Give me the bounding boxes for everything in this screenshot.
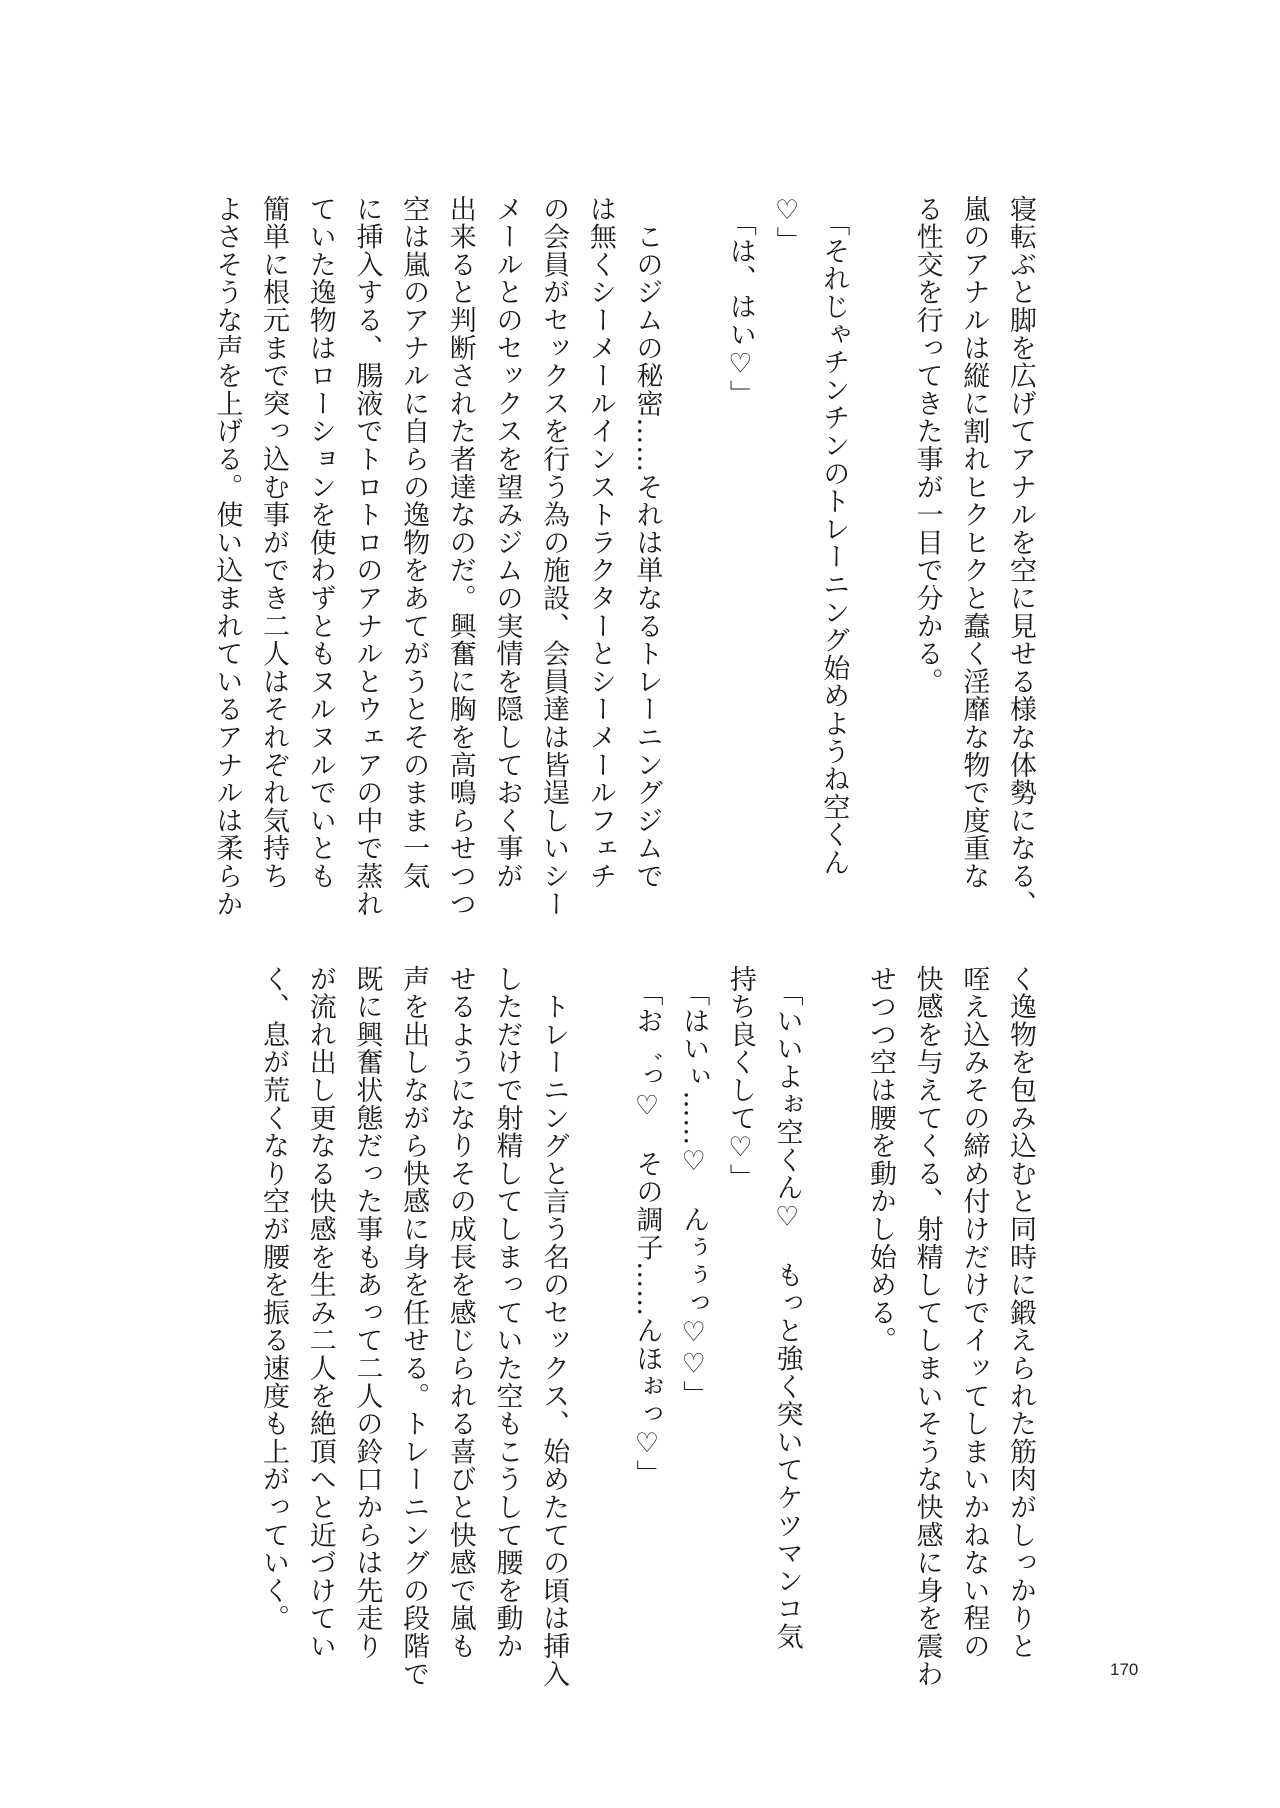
text-column: 咥え込みその締め付けだけでイッてしまいかねない程の: [958, 965, 990, 1660]
text-column: の会員がセックスを行う為の施設、会員達は皆逞しいシー: [538, 195, 570, 918]
dialogue-column: ♡」: [771, 195, 803, 255]
text-column: 出来ると判断された者達なのだ。興奮に胸を高鳴らせつつ: [444, 195, 476, 918]
dialogue-column: 「それじゃチンチンのトレーニング始めようね空くん: [818, 195, 850, 877]
blank-column: [856, 195, 903, 955]
text-column: 寝転ぶと脚を広げてアナルを空に見せる様な体勢になる、: [1005, 195, 1036, 918]
dialogue-column: 「は、はい♡」: [724, 195, 756, 408]
text-column: に挿入する、腸液でトロトロのアナルとウェアの中で蒸れ: [351, 195, 383, 918]
text-column: 快感を与えてくる、射精してしまいそうな快感に身を震わ: [911, 965, 943, 1688]
bottom-text-block: [249, 965, 1043, 1725]
blank-column: [576, 965, 623, 1725]
text-column: は無くシーメールインストラクターとシーメールフェチ: [584, 195, 616, 890]
text-column: 嵐のアナルは縦に割れヒクヒクと蠢く淫靡な物で度重な: [958, 195, 990, 890]
dialogue-column: 「お゛っ♡ その調子……んほぉっ♡」: [631, 965, 663, 1488]
dialogue-column: 「はいぃ……♡ んぅぅっ♡♡」: [678, 965, 710, 1409]
dialogue-column: 持ち良くして♡」: [724, 965, 756, 1192]
text-column: る性交を行ってきた事が一目で分かる。: [911, 195, 943, 696]
text-column: しただけで射精してしまっていた空もこうして腰を動か: [491, 965, 523, 1660]
text-column: 既に興奮状態だった事もあって二人の鈴口からは先走り: [351, 965, 383, 1660]
text-column: が流れ出し更なる快感を生み二人を絶頂へと近づけてい: [304, 965, 336, 1660]
text-column: 声を出しながら快感に身を任せる。トレーニングの段階で: [398, 965, 430, 1688]
top-text-block: [203, 195, 1043, 955]
blank-column: [670, 195, 717, 955]
text-column: ていた逸物はローションを使わずともヌルヌルでいとも: [304, 195, 336, 890]
blank-column: [810, 965, 857, 1725]
text-column: よさそうな声を上げる。使い込まれているアナルは柔らか: [211, 195, 243, 918]
text-column: せるようになりその成長を感じられる喜びと快感で嵐も: [444, 965, 476, 1660]
text-column: このジムの秘密……それは単なるトレーニングジムで: [631, 195, 663, 890]
text-column: トレーニングと言う名のセックス、始めたての頃は挿入: [538, 965, 570, 1688]
text-column: せつつ空は腰を動かし始める。: [864, 965, 896, 1355]
text-column: メールとのセックスを望みジムの実情を隠しておく事が: [491, 195, 523, 890]
text-column: く、息が荒くなり空が腰を振る速度も上がっていく。: [258, 965, 289, 1633]
dialogue-column: 「いいよぉ空くん♡ もっと強く突いてケツマンコ気: [771, 965, 803, 1651]
text-column: 簡単に根元まで突っ込む事ができ二人はそれぞれ気持ち: [258, 195, 289, 890]
text-column: 空は嵐のアナルに自らの逸物をあてがうとそのまま一気: [398, 195, 430, 890]
page-number: 170: [1110, 1660, 1139, 1679]
text-column: く逸物を包み込むと同時に鍛えられた筋肉がしっかりと: [1005, 965, 1036, 1660]
